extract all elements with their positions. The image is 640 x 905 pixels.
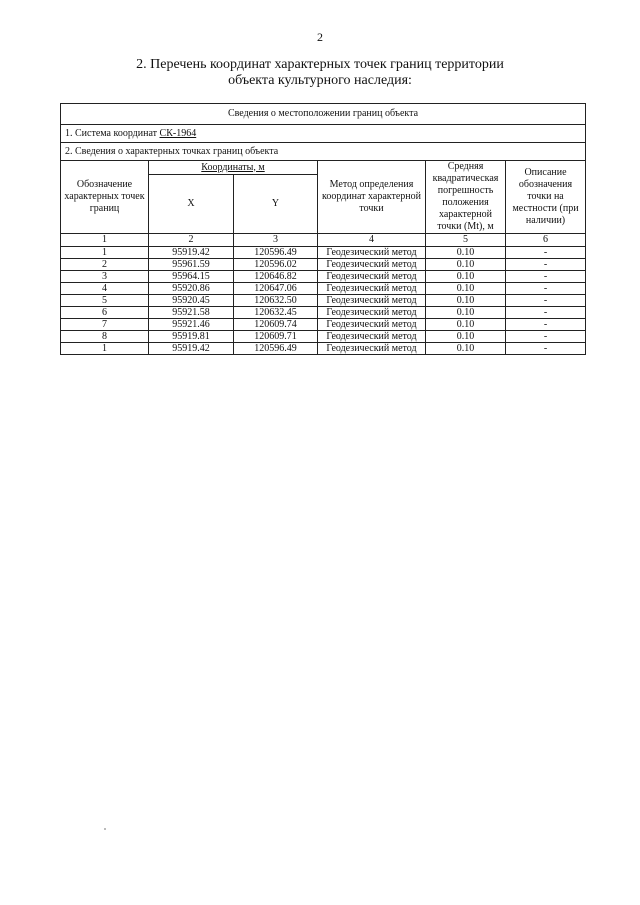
cell-y: 120609.74 — [234, 319, 318, 331]
document-heading — [0, 57, 640, 89]
cell-point: 4 — [61, 283, 149, 295]
cell-y: 120596.02 — [234, 259, 318, 271]
section-title: Сведения о местоположении границ объекта — [61, 104, 586, 125]
header-description: Описание обозначения точки на местности (при наличии) — [506, 161, 586, 234]
header-designation: Обозначение характерных точек границ — [61, 161, 149, 234]
cell-method: Геодезический метод — [318, 343, 426, 355]
table-row — [61, 319, 586, 331]
table-row — [61, 271, 586, 283]
cell-error: 0.10 — [426, 319, 506, 331]
cell-description: - — [506, 247, 586, 259]
cell-method: Геодезический метод — [318, 331, 426, 343]
cell-point: 8 — [61, 331, 149, 343]
heading-line-2: объекта культурного наследия: — [228, 73, 412, 88]
cell-description: - — [506, 307, 586, 319]
coordinate-system-label: 1. Система координат — [65, 127, 160, 139]
header-error: Средняя квадратическая погрешность положения характерной точки (Mt), м — [426, 161, 506, 234]
column-number: 2 — [149, 234, 234, 247]
header-x: X — [149, 175, 234, 234]
scan-speck — [104, 828, 106, 830]
cell-point: 5 — [61, 295, 149, 307]
column-number: 3 — [234, 234, 318, 247]
column-number: 1 — [61, 234, 149, 247]
cell-description: - — [506, 319, 586, 331]
header-method: Метод определения координат характерной точки — [318, 161, 426, 234]
cell-x: 95964.15 — [149, 271, 234, 283]
table-row — [61, 295, 586, 307]
points-section-title: 2. Сведения о характерных точках границ объекта — [61, 143, 586, 161]
cell-description: - — [506, 271, 586, 283]
cell-y: 120647.06 — [234, 283, 318, 295]
cell-method: Геодезический метод — [318, 259, 426, 271]
cell-error: 0.10 — [426, 283, 506, 295]
cell-method: Геодезический метод — [318, 283, 426, 295]
cell-x: 95919.42 — [149, 343, 234, 355]
coordinates-table — [60, 103, 586, 355]
cell-description: - — [506, 295, 586, 307]
cell-error: 0.10 — [426, 331, 506, 343]
cell-point: 1 — [61, 247, 149, 259]
cell-y: 120632.50 — [234, 295, 318, 307]
cell-description: - — [506, 283, 586, 295]
column-number: 6 — [506, 234, 586, 247]
cell-description: - — [506, 331, 586, 343]
cell-y: 120596.49 — [234, 247, 318, 259]
cell-method: Геодезический метод — [318, 295, 426, 307]
coordinate-system — [61, 125, 586, 143]
cell-x: 95919.42 — [149, 247, 234, 259]
cell-description: - — [506, 343, 586, 355]
cell-error: 0.10 — [426, 271, 506, 283]
cell-x: 95919.81 — [149, 331, 234, 343]
table-row — [61, 247, 586, 259]
cell-point: 2 — [61, 259, 149, 271]
header-y: Y — [234, 175, 318, 234]
cell-point: 1 — [61, 343, 149, 355]
column-number: 4 — [318, 234, 426, 247]
table-row — [61, 259, 586, 271]
table-row — [61, 331, 586, 343]
cell-method: Геодезический метод — [318, 307, 426, 319]
cell-method: Геодезический метод — [318, 247, 426, 259]
column-number: 5 — [426, 234, 506, 247]
heading-line-1: 2. Перечень координат характерных точек границ территории — [136, 57, 504, 72]
cell-x: 95921.46 — [149, 319, 234, 331]
cell-point: 6 — [61, 307, 149, 319]
cell-point: 7 — [61, 319, 149, 331]
cell-x: 95961.59 — [149, 259, 234, 271]
cell-x: 95921.58 — [149, 307, 234, 319]
header-coordinates: Координаты, м — [149, 161, 318, 175]
cell-point: 3 — [61, 271, 149, 283]
cell-error: 0.10 — [426, 343, 506, 355]
cell-y: 120632.45 — [234, 307, 318, 319]
table-row — [61, 343, 586, 355]
cell-error: 0.10 — [426, 295, 506, 307]
page-number: 2 — [317, 30, 323, 44]
coordinate-system-name: СК-1964 — [159, 127, 197, 139]
cell-error: 0.10 — [426, 259, 506, 271]
table-row — [61, 283, 586, 295]
table-row — [61, 307, 586, 319]
cell-error: 0.10 — [426, 307, 506, 319]
cell-y: 120609.71 — [234, 331, 318, 343]
cell-method: Геодезический метод — [318, 319, 426, 331]
cell-description: - — [506, 259, 586, 271]
cell-method: Геодезический метод — [318, 271, 426, 283]
cell-x: 95920.45 — [149, 295, 234, 307]
cell-error: 0.10 — [426, 247, 506, 259]
cell-y: 120646.82 — [234, 271, 318, 283]
cell-x: 95920.86 — [149, 283, 234, 295]
cell-y: 120596.49 — [234, 343, 318, 355]
